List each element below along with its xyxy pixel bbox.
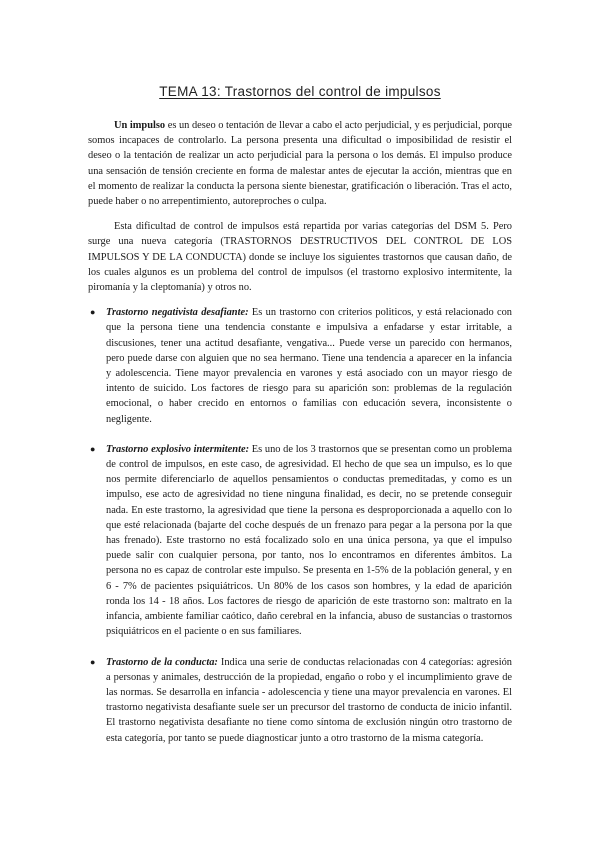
bullet-icon: ● — [90, 656, 96, 667]
list-item — [88, 655, 512, 746]
bullet-icon: ● — [90, 307, 96, 318]
list-item — [88, 442, 512, 640]
document-body — [88, 118, 512, 761]
disorder-list — [88, 305, 512, 745]
list-item-term: Trastorno de la conducta: — [106, 656, 218, 668]
list-item-text: Indica una serie de conductas relacionadas con 4 categorías: agresión a personas y animales, destrucción de la propiedad, engaño o robo y el incumplimiento grave de las normas. Se desarrolla en infancia - adolescencia y tiene una mayor prevalencia en varones. El trastorno negativista desafiante suele ser un precursor del trastorno de conducta de inicio infantil. El trastorno negativista desafiante no tiene como síntoma de exclusión ningún otro trastorno de esta categoría, por tanto se puede diagnosticar junto a otro trastorno de la misma categoría. — [106, 656, 512, 744]
intro-paragraph — [88, 118, 512, 209]
intro-text: es un deseo o tentación de llevar a cabo el acto perjudicial, y es perjudicial, porque somos incapaces de controlarlo. La persona presenta una dificultad o imposibilidad de resistir el deseo o la tentación de realizar un acto perjudicial para la persona o los demás. El impulso produce una sensación de tensión creciente en forma de malestar antes de ejecutar la acción, mientras que en el momento de realizar la conducta la persona siente bienestar, gratificación o liberación. Tras el acto, puede haber o no arrepentimiento, autoreproches o culpa. — [88, 120, 513, 208]
page-title: TEMA 13: Trastornos del control de impulsos — [159, 84, 441, 99]
list-item-text: Es un trastorno con criterios politicos, y está relacionado con que la persona tiene una tendencia constante e impulsiva a enfadarse y estar irritable, a discusiones, tener una actitud desafiante, vengativa... Puede verse un parecido con hermanos, pero puede darse con alguien que no sea hermano. Tiene una tendencia a aparecer en la infancia y adolescencia. Tiene mayor prevalencia en varones y está asociado con un mayor riesgo de intento de suicido. Los factores de riesgo para su aparición son: problemas de la regulación emocional, o haber crecido en entornos o familias con educación severa, inconsistente o negligente. — [106, 307, 512, 425]
classification-paragraph: Esta dificultad de control de impulsos está repartida por varias categorías del DSM 5. Pero surge una nueva categoría (TRASTORNOS DESTRUCTIVOS DEL CONTROL DE LOS IMPULSOS Y DE LA CONDUCTA) donde se incluye los siguientes trastornos que causan daño, de los cuales algunos es un problema del control de impulsos (el trastorno explosivo intermitente, la piromanía y la cleptomanía) y otros no. — [88, 221, 512, 294]
list-item-text: Es uno de los 3 trastornos que se presentan como un problema de control de impulsos, en este caso, de agresividad. El hecho de que sea un impulso, es lo que nos permite diferenciarlo de aquellos pensamientos o conductas premeditadas, y como es un impulso, ese acto de agresividad no tiene ninguna finalidad, es decir, no se pretende conseguir nada. En este trastorno, la agresividad que tiene la persona es desproporcionada a aquello con lo que esté relacionada (bajarte del coche después de un frenazo para pegar a la persona por la que has frenado). Este trastorno no está focalizado solo en una única persona, ya que el impulso puede salir con cualquier persona, por tanto, nos lo encontramos en diferentes ámbitos. La persona no es capaz de controlar este impulso. Se presenta en 1-5% de la población general, y en 6 - 7% de pacientes psiquiátricos. Un 80% de los casos son hombres, y la edad de aparición ronda los 14 - 18 años. Los factores de riesgo de aparición de este trastorno son: maltrato en la infancia, ambiente familiar caótico, daño cerebral en la infancia, abuso de sustancias o trastornos psiquiátricos en el paciente o en sus familiares. — [106, 443, 512, 638]
list-item-term: Trastorno negativista desafiante: — [106, 307, 249, 319]
intro-lead-term: Un impulso — [114, 120, 166, 131]
list-item-term: Trastorno explosivo intermitente: — [106, 443, 250, 455]
list-item — [88, 305, 512, 427]
bullet-icon: ● — [90, 443, 96, 454]
